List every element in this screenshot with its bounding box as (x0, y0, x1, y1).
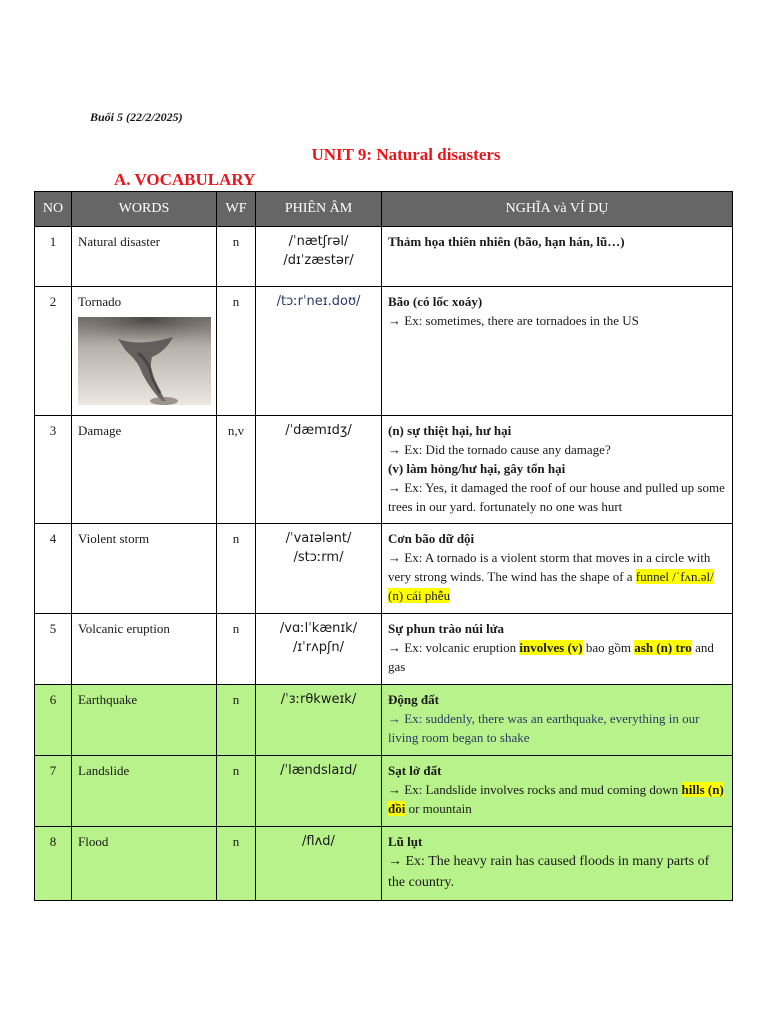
vocabulary-table (34, 191, 733, 901)
meaning-title: Sự phun trào núi lửa (388, 621, 505, 636)
row-ipa (256, 287, 382, 416)
word-text: Tornado (78, 294, 122, 309)
row-number: 6 (35, 685, 72, 756)
meaning-title: Cơn bão dữ dội (388, 531, 475, 546)
example-text: → Ex: Did the tornado cause any damage? (388, 442, 611, 457)
highlight-involves: involves (v) (519, 640, 583, 655)
example-mid: bao gồm (582, 640, 635, 655)
ipa-line: /ˈlændslaɪd/ (280, 763, 357, 778)
row-number: 2 (35, 287, 72, 416)
row-word-form: n,v (217, 416, 256, 524)
row-meaning (382, 287, 733, 416)
ipa-line: /dɪˈzæstər/ (283, 253, 354, 268)
row-word-form: n (217, 756, 256, 827)
row-word: Earthquake (72, 685, 217, 756)
meaning-title: Bão (có lốc xoáy) (388, 294, 483, 309)
example-main: → Ex: volcanic eruption (388, 640, 520, 655)
row-meaning (382, 614, 733, 685)
section-title: A. VOCABULARY (114, 170, 256, 189)
col-header-wf: WF (217, 192, 256, 227)
row-number: 5 (35, 614, 72, 685)
meaning-title: (n) sự thiệt hại, hư hại (388, 423, 512, 438)
row-word: Flood (72, 827, 217, 901)
ipa-line: /flʌd/ (302, 834, 335, 849)
table-row (35, 756, 733, 827)
row-ipa (256, 827, 382, 901)
table-row (35, 227, 733, 287)
table-row (35, 416, 733, 524)
row-word-form: n (217, 227, 256, 287)
example-text: → Ex: Yes, it damaged the roof of our house and pulled up some trees in our yard. fortunately no one was hurt (388, 480, 725, 514)
meaning-title: (v) làm hỏng/hư hại, gây tổn hại (388, 461, 566, 476)
table-header-row (35, 192, 733, 227)
example-text: → Ex: suddenly, there was an earthquake, everything in our living room began to shake (388, 711, 700, 745)
highlight-hills: hills (n) đồi (388, 782, 724, 816)
meaning-title: Động đất (388, 692, 439, 707)
highlight-ash: ash (n) tro (634, 640, 692, 655)
ipa-line: /ˈɜːrθkweɪk/ (280, 692, 357, 707)
row-meaning (382, 827, 733, 901)
row-word-form: n (217, 827, 256, 901)
ipa-line: /stɔːrm/ (293, 550, 344, 565)
table-row (35, 685, 733, 756)
example-tail: and gas (388, 640, 714, 674)
session-date: Buổi 5 (22/2/2025) (90, 110, 183, 124)
table-row (35, 827, 733, 901)
table-row (35, 524, 733, 614)
row-meaning (382, 524, 733, 614)
ipa-line: /ˈnætʃrəl/ (288, 234, 349, 249)
example-main: → Ex: A tornado is a violent storm that moves in a circle with very strong winds. The wind has the shape of a (388, 550, 711, 584)
example-text: → Ex: sometimes, there are tornadoes in the US (388, 313, 639, 328)
row-number: 1 (35, 227, 72, 287)
table-row (35, 614, 733, 685)
row-ipa (256, 227, 382, 287)
row-word: Natural disaster (72, 227, 217, 287)
col-header-words: WORDS (72, 192, 217, 227)
ipa-line: /ˈdæmɪdʒ/ (285, 423, 352, 438)
example-text: → Ex: The heavy rain has caused floods in many parts of the country. (388, 854, 710, 890)
row-ipa (256, 685, 382, 756)
ipa-line: /ɪˈrʌpʃn/ (292, 640, 345, 655)
row-ipa (256, 614, 382, 685)
row-meaning (382, 685, 733, 756)
row-word-form: n (217, 287, 256, 416)
row-ipa (256, 416, 382, 524)
col-header-no: NO (35, 192, 72, 227)
row-ipa (256, 524, 382, 614)
col-header-meaning: NGHĨA và VÍ DỤ (382, 192, 733, 227)
row-ipa (256, 756, 382, 827)
table-row (35, 287, 733, 416)
unit-title: UNIT 9: Natural disasters (311, 145, 501, 164)
row-word-form: n (217, 524, 256, 614)
example-text (388, 638, 726, 676)
tornado-image (78, 317, 211, 405)
row-meaning (382, 756, 733, 827)
example-main: → Ex: Landslide involves rocks and mud coming down (388, 782, 682, 797)
row-word: Volcanic eruption (72, 614, 217, 685)
row-meaning (382, 416, 733, 524)
row-number: 8 (35, 827, 72, 901)
row-meaning (382, 227, 733, 287)
row-number: 7 (35, 756, 72, 827)
example-text (388, 548, 726, 605)
example-tail: or mountain (405, 801, 472, 816)
row-number: 3 (35, 416, 72, 524)
row-word-form: n (217, 614, 256, 685)
ipa-line: /ˈvaɪələnt/ (285, 531, 352, 546)
row-word-form: n (217, 685, 256, 756)
ipa-line: /tɔːrˈneɪ.doʊ/ (276, 294, 361, 309)
meaning-title: Thảm họa thiên nhiên (bão, hạn hán, lũ…) (388, 234, 625, 249)
meaning-title: Lũ lụt (388, 834, 423, 849)
ipa-line: /vɑːlˈkænɪk/ (279, 621, 358, 636)
highlight-funnel: funnel /ˈfʌn.əl/ (n) cái phễu (388, 569, 714, 603)
row-word: Landslide (72, 756, 217, 827)
col-header-ipa: PHIÊN ÂM (256, 192, 382, 227)
meaning-title: Sạt lở đất (388, 763, 442, 778)
example-text (388, 780, 726, 818)
row-word: Violent storm (72, 524, 217, 614)
row-word (72, 287, 217, 416)
row-number: 4 (35, 524, 72, 614)
row-word: Damage (72, 416, 217, 524)
